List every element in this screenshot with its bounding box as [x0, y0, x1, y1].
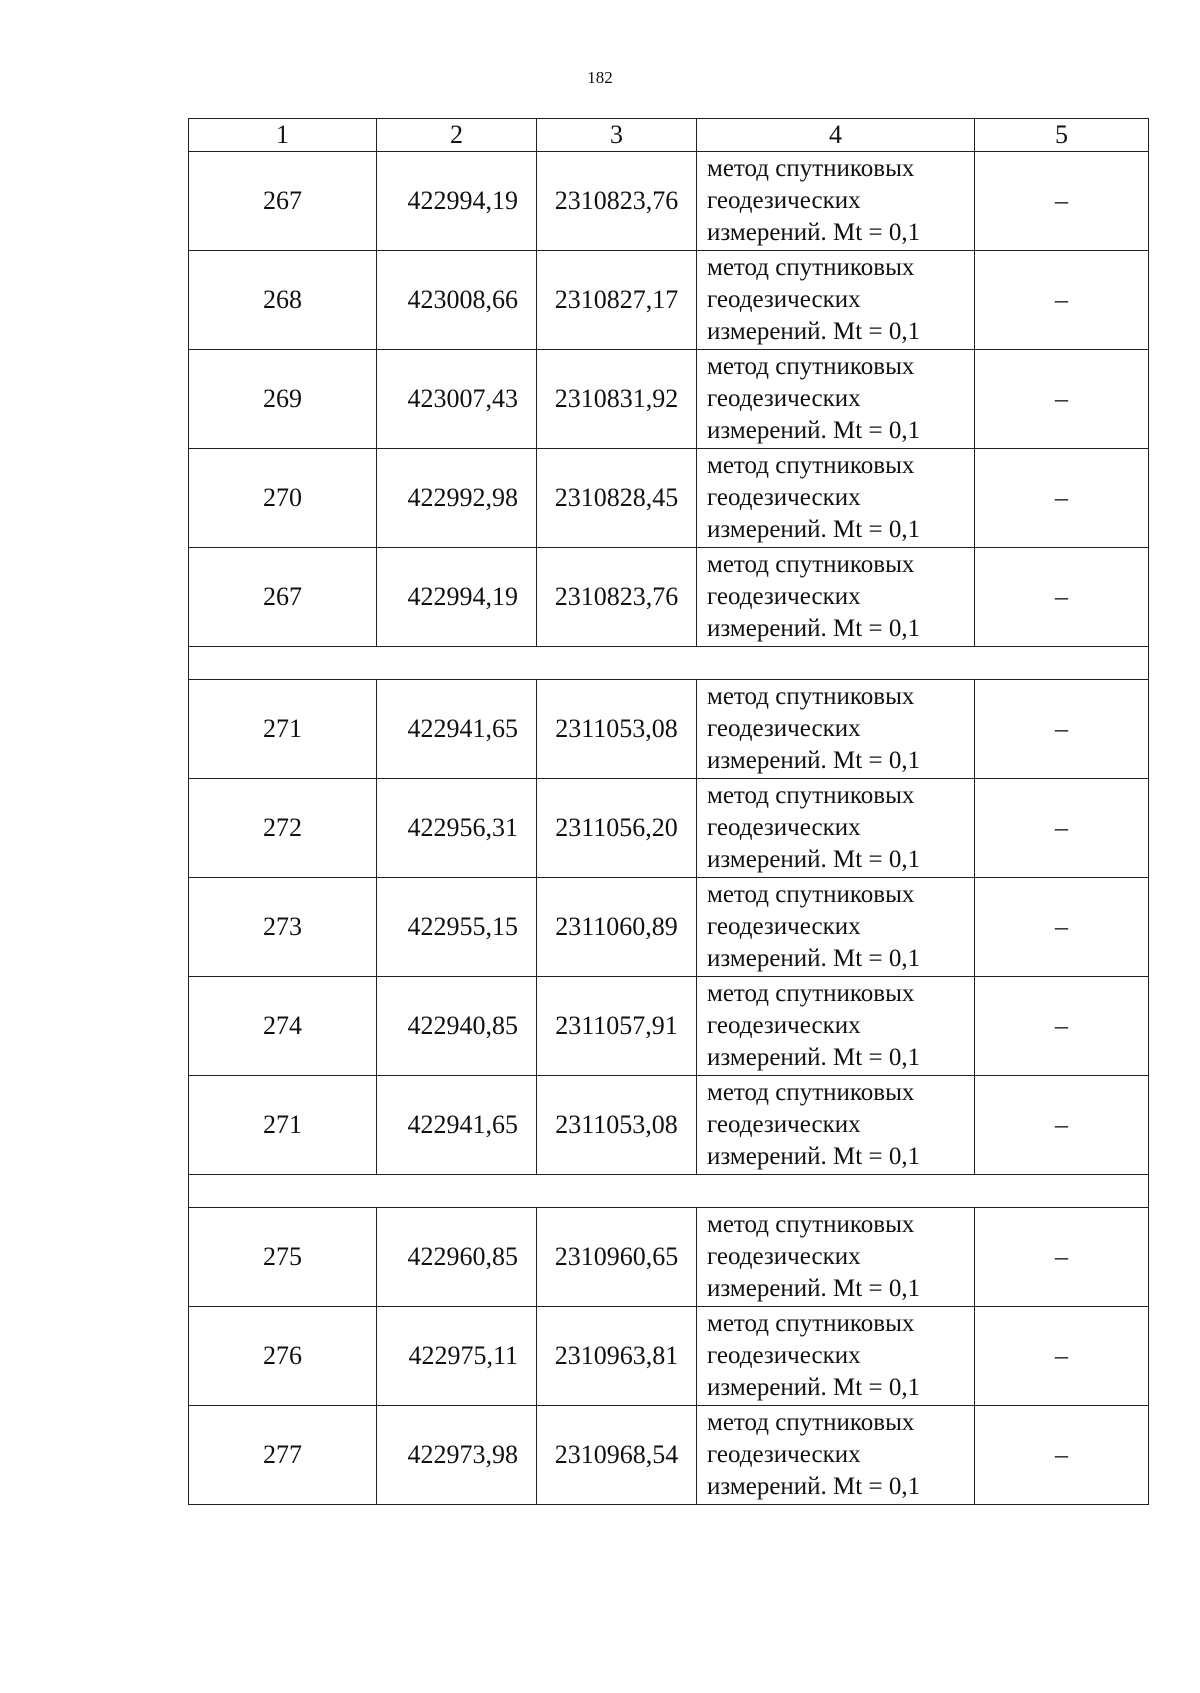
table-row: [189, 251, 1149, 350]
y-coordinate-cell: 2311053,08: [537, 1076, 697, 1175]
column-header: 3: [537, 119, 697, 152]
table-row: [189, 548, 1149, 647]
table-row: [189, 1307, 1149, 1406]
table-row: [189, 1076, 1149, 1175]
y-coordinate-cell: 2311056,20: [537, 779, 697, 878]
method-cell: метод спутниковых геодезических измерений. Mt = 0,1: [697, 1406, 975, 1505]
method-cell: метод спутниковых геодезических измерений. Mt = 0,1: [697, 548, 975, 647]
point-number-cell: 274: [189, 977, 377, 1076]
point-number-cell: 276: [189, 1307, 377, 1406]
x-coordinate-cell: 422973,98: [377, 1406, 537, 1505]
table-header-row: [189, 119, 1149, 152]
x-coordinate-cell: 423007,43: [377, 350, 537, 449]
page-number: 182: [587, 68, 613, 87]
point-number-cell: 271: [189, 680, 377, 779]
y-coordinate-cell: 2310963,81: [537, 1307, 697, 1406]
y-coordinate-cell: 2311060,89: [537, 878, 697, 977]
method-cell: метод спутниковых геодезических измерений. Mt = 0,1: [697, 977, 975, 1076]
x-coordinate-cell: 422994,19: [377, 152, 537, 251]
x-coordinate-cell: 423008,66: [377, 251, 537, 350]
method-cell: метод спутниковых геодезических измерений. Mt = 0,1: [697, 779, 975, 878]
note-cell: –: [975, 251, 1149, 350]
x-coordinate-cell: 422941,65: [377, 680, 537, 779]
y-coordinate-cell: 2311057,91: [537, 977, 697, 1076]
method-cell: метод спутниковых геодезических измерений. Mt = 0,1: [697, 1307, 975, 1406]
y-coordinate-cell: 2310827,17: [537, 251, 697, 350]
note-cell: –: [975, 1076, 1149, 1175]
x-coordinate-cell: 422975,11: [377, 1307, 537, 1406]
x-coordinate-cell: 422960,85: [377, 1208, 537, 1307]
y-coordinate-cell: 2310823,76: [537, 548, 697, 647]
note-cell: –: [975, 680, 1149, 779]
table-body: [189, 119, 1149, 1505]
table-row: [189, 152, 1149, 251]
note-cell: –: [975, 977, 1149, 1076]
x-coordinate-cell: 422955,15: [377, 878, 537, 977]
method-cell: метод спутниковых геодезических измерений. Mt = 0,1: [697, 680, 975, 779]
method-cell: метод спутниковых геодезических измерений. Mt = 0,1: [697, 251, 975, 350]
table-row: [189, 449, 1149, 548]
group-separator-row: [189, 647, 1149, 680]
note-cell: –: [975, 449, 1149, 548]
point-number-cell: 277: [189, 1406, 377, 1505]
column-header: 5: [975, 119, 1149, 152]
point-number-cell: 273: [189, 878, 377, 977]
column-header: 2: [377, 119, 537, 152]
table-row: [189, 878, 1149, 977]
column-header: 4: [697, 119, 975, 152]
note-cell: –: [975, 1208, 1149, 1307]
method-cell: метод спутниковых геодезических измерений. Mt = 0,1: [697, 878, 975, 977]
x-coordinate-cell: 422994,19: [377, 548, 537, 647]
point-number-cell: 272: [189, 779, 377, 878]
note-cell: –: [975, 152, 1149, 251]
y-coordinate-cell: 2310831,92: [537, 350, 697, 449]
x-coordinate-cell: 422992,98: [377, 449, 537, 548]
note-cell: –: [975, 350, 1149, 449]
table-row: [189, 680, 1149, 779]
table-row: [189, 977, 1149, 1076]
table-row: [189, 1208, 1149, 1307]
x-coordinate-cell: 422940,85: [377, 977, 537, 1076]
column-header: 1: [189, 119, 377, 152]
point-number-cell: 268: [189, 251, 377, 350]
note-cell: –: [975, 1307, 1149, 1406]
x-coordinate-cell: 422941,65: [377, 1076, 537, 1175]
point-number-cell: 275: [189, 1208, 377, 1307]
method-cell: метод спутниковых геодезических измерений. Mt = 0,1: [697, 1208, 975, 1307]
point-number-cell: 270: [189, 449, 377, 548]
table-row: [189, 1406, 1149, 1505]
group-separator-cell: [189, 1175, 1149, 1208]
x-coordinate-cell: 422956,31: [377, 779, 537, 878]
table-row: [189, 779, 1149, 878]
method-cell: метод спутниковых геодезических измерений. Mt = 0,1: [697, 1076, 975, 1175]
y-coordinate-cell: 2310968,54: [537, 1406, 697, 1505]
method-cell: метод спутниковых геодезических измерений. Mt = 0,1: [697, 350, 975, 449]
coordinates-table: [188, 118, 1149, 1505]
method-cell: метод спутниковых геодезических измерений. Mt = 0,1: [697, 449, 975, 548]
y-coordinate-cell: 2310823,76: [537, 152, 697, 251]
table-row: [189, 350, 1149, 449]
point-number-cell: 267: [189, 152, 377, 251]
group-separator-cell: [189, 647, 1149, 680]
point-number-cell: 271: [189, 1076, 377, 1175]
note-cell: –: [975, 1406, 1149, 1505]
y-coordinate-cell: 2310960,65: [537, 1208, 697, 1307]
group-separator-row: [189, 1175, 1149, 1208]
y-coordinate-cell: 2310828,45: [537, 449, 697, 548]
note-cell: –: [975, 548, 1149, 647]
method-cell: метод спутниковых геодезических измерений. Mt = 0,1: [697, 152, 975, 251]
note-cell: –: [975, 878, 1149, 977]
note-cell: –: [975, 779, 1149, 878]
point-number-cell: 269: [189, 350, 377, 449]
y-coordinate-cell: 2311053,08: [537, 680, 697, 779]
point-number-cell: 267: [189, 548, 377, 647]
